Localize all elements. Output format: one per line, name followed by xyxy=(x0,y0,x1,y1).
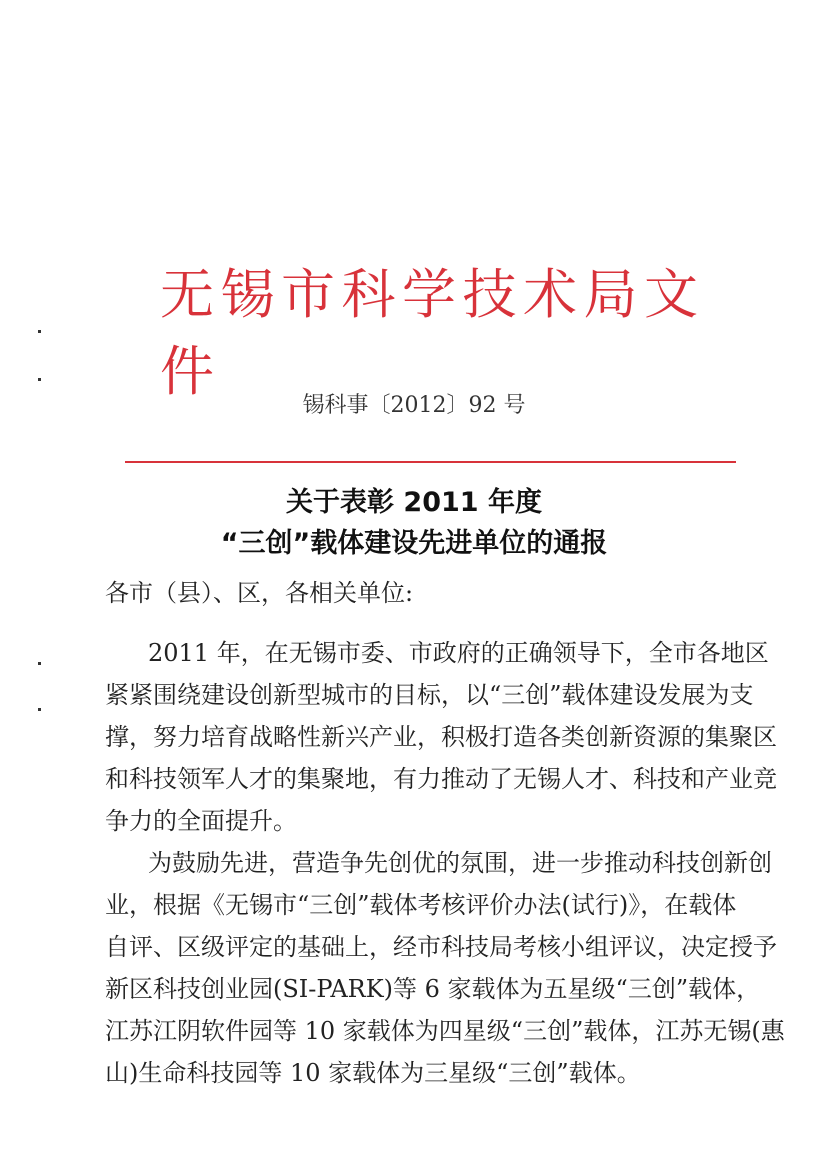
paragraph2-line: 为鼓励先进，营造争先创优的氛围，进一步推动科技创新创 xyxy=(148,849,772,877)
scan-mark xyxy=(38,378,41,381)
paragraph2-line: 自评、区级评定的基础上，经市科技局考核小组评议，决定授予 xyxy=(105,933,777,961)
paragraph1-line: 撑，努力培育战略性新兴产业，积极打造各类创新资源的集聚区 xyxy=(105,723,777,751)
paragraph1-line: 和科技领军人才的集聚地，有力推动了无锡人才、科技和产业竞 xyxy=(105,765,777,793)
paragraph2-line: 山)生命科技园等 10 家载体为三星级“三创”载体。 xyxy=(105,1059,641,1087)
paragraph1-line: 争力的全面提升。 xyxy=(105,807,297,835)
scan-mark xyxy=(38,708,41,711)
salutation: 各市（县）、区，各相关单位: xyxy=(105,579,414,607)
document-number: 锡科事〔2012〕92 号 xyxy=(302,393,526,418)
heading-line-2: “三创”载体建设先进单位的通报 xyxy=(220,528,608,559)
paragraph1-line: 紧紧围绕建设创新型城市的目标，以“三创”载体建设发展为支 xyxy=(105,681,754,709)
red-divider xyxy=(125,461,736,463)
issuer-title: 无锡市科学技术局文件 xyxy=(160,263,700,403)
heading-line-1: 关于表彰 2011 年度 xyxy=(286,487,542,518)
paragraph2-line: 江苏江阴软件园等 10 家载体为四星级“三创”载体，江苏无锡(惠 xyxy=(105,1017,785,1045)
scan-mark xyxy=(38,330,41,333)
paragraph1-line: 2011 年，在无锡市委、市政府的正确领导下，全市各地区 xyxy=(148,639,769,667)
scan-mark xyxy=(38,662,41,665)
paragraph2-line: 新区科技创业园(SI-PARK)等 6 家载体为五星级“三创”载体， xyxy=(105,975,761,1003)
paragraph2-line: 业，根据《无锡市“三创”载体考核评价办法(试行)》，在载体 xyxy=(105,891,737,919)
